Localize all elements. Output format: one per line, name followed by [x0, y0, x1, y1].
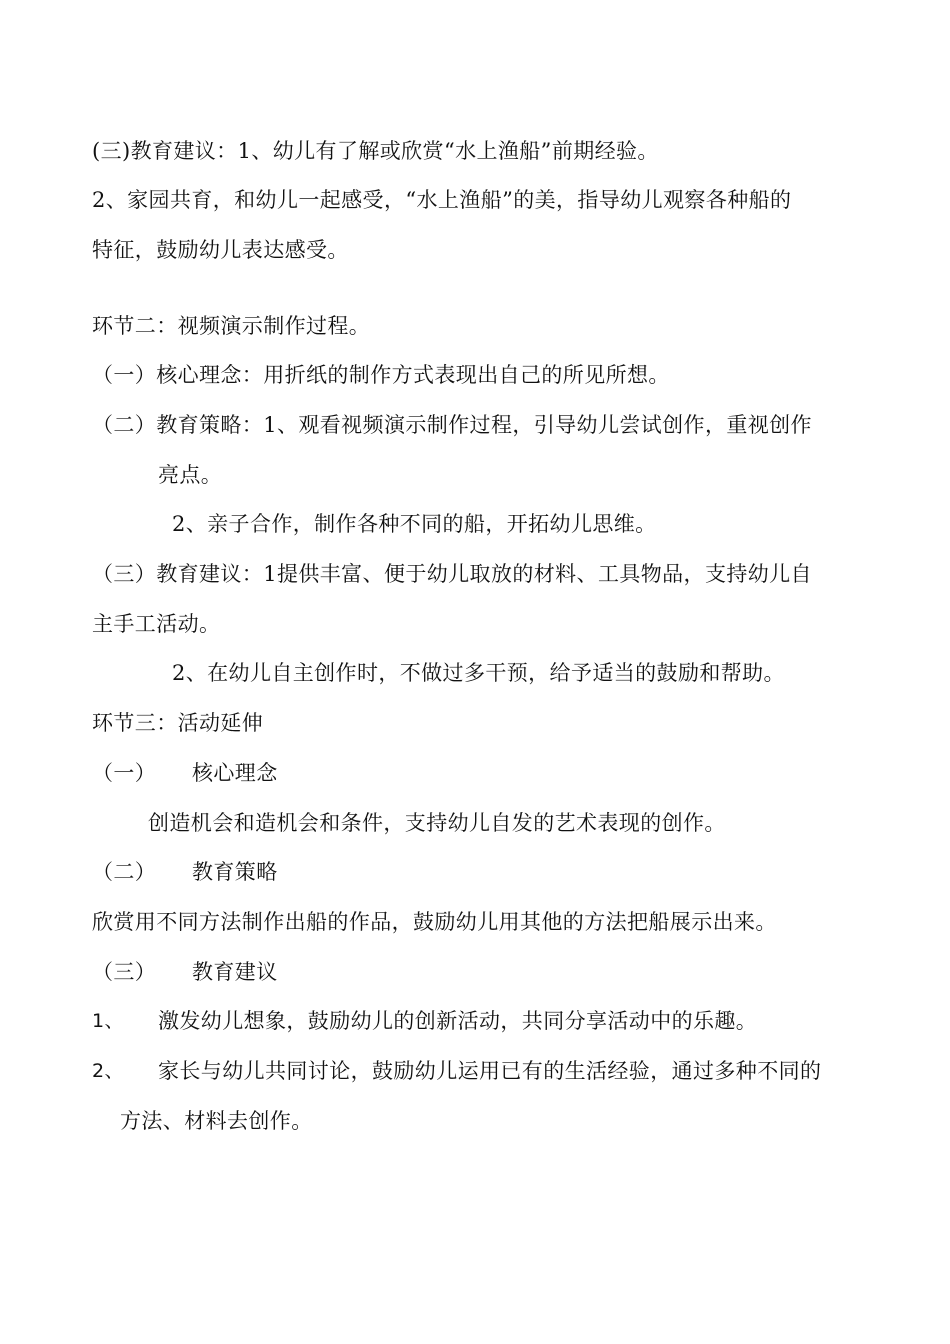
section-heading: 环节三：活动延伸: [92, 711, 264, 735]
subsection-title: 教育建议: [192, 960, 278, 984]
paragraph-line: （一）核心理念：用折纸的制作方式表现出自己的所见所想。: [92, 363, 670, 387]
paragraph-line: 主手工活动。: [92, 612, 221, 636]
subsection-mark: （三）: [92, 960, 157, 984]
subsection-mark: （二）: [92, 860, 157, 884]
subsection-title: 教育策略: [192, 860, 278, 884]
paragraph-line: 2、亲子合作，制作各种不同的船，开拓幼儿思维。: [172, 512, 657, 536]
paragraph-line: 特征，鼓励幼儿表达感受。: [92, 238, 349, 262]
subsection-mark: （一）: [92, 761, 157, 785]
paragraph-line: 创造机会和造机会和条件，支持幼儿自发的艺术表现的创作。: [148, 811, 726, 835]
paragraph-line: 2、在幼儿自主创作时，不做过多干预，给予适当的鼓励和帮助。: [172, 661, 785, 685]
list-item-text: 家长与幼儿共同讨论，鼓励幼儿运用已有的生活经验，通过多种不同的: [158, 1059, 822, 1083]
list-number: 2、: [92, 1060, 124, 1082]
list-number: 1、: [92, 1010, 124, 1032]
paragraph-line: (三)教育建议：1、幼儿有了解或欣赏“水上渔船”前期经验。: [92, 139, 659, 163]
paragraph-line: （三）教育建议：1提供丰富、便于幼儿取放的材料、工具物品，支持幼儿自: [92, 562, 812, 586]
section-heading: 环节二：视频演示制作过程。: [92, 314, 371, 338]
paragraph-line: 欣赏用不同方法制作出船的作品，鼓励幼儿用其他的方法把船展示出来。: [92, 910, 777, 934]
paragraph-line: 亮点。: [158, 463, 223, 487]
subsection-title: 核心理念: [192, 761, 278, 785]
paragraph-line: 方法、材料去创作。: [120, 1109, 313, 1133]
paragraph-line: （二）教育策略：1、观看视频演示制作过程，引导幼儿尝试创作，重视创作: [92, 413, 812, 437]
paragraph-line: 2、家园共育，和幼儿一起感受，“水上渔船”的美，指导幼儿观察各种船的: [92, 188, 792, 212]
list-item-text: 激发幼儿想象，鼓励幼儿的创新活动，共同分享活动中的乐趣。: [158, 1009, 758, 1033]
